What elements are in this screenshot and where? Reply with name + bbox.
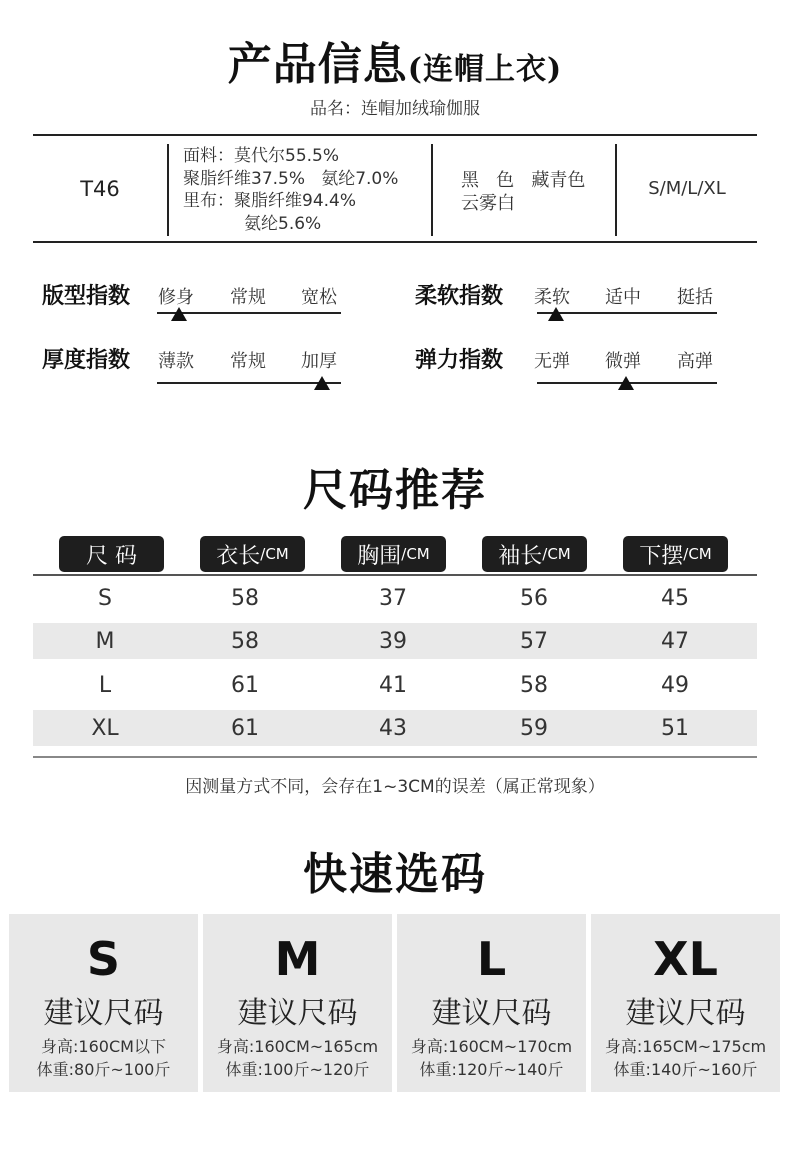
fabric-line: 聚脂纤维37.5% 氨纶7.0% [183,168,399,189]
index-option: 挺括 [677,287,713,308]
quick-size-title: 快速选码 [303,849,487,900]
product-code: T46 [80,176,120,201]
size-card-l [397,914,586,1092]
header-unit: /CM [260,545,289,563]
table-cell: 61 [231,672,259,698]
table-cell: 58 [231,628,259,654]
size-table-header [59,536,164,572]
table-cell: 45 [661,585,689,611]
table-cell: L [98,672,112,698]
size-table-header [341,536,446,572]
index-option: 适中 [605,287,641,308]
table-cell: S [98,585,112,611]
measurement-note: 因测量方式不同，会存在1~3CM的误差（属正常现象） [185,777,605,797]
index-option: 微弹 [605,351,641,372]
table-row [33,580,757,616]
table-cell: 51 [661,715,689,741]
table-cell: 49 [661,672,689,698]
product-info-title [0,28,790,92]
product-info-title-main: 产品信息 [227,39,408,90]
header-label: 胸围 [357,543,402,569]
product-info-table [33,134,757,243]
index-title: 柔软指数 [415,284,504,309]
table-cell: 41 [379,672,407,698]
index-option: 常规 [230,351,266,372]
table-divider [431,144,433,236]
fabric-line: 氨纶5.6% [244,213,322,234]
index-scale-line [537,312,717,314]
table-cell: 39 [379,628,407,654]
table-cell: 58 [520,672,548,698]
card-weight: 体重:140斤~160斤 [613,1060,758,1079]
color-line: 云雾白 [461,193,515,214]
index-title: 版型指数 [42,284,131,309]
size-table-header [200,536,305,572]
table-row [33,667,757,703]
card-height: 身高:160CM以下 [41,1037,166,1056]
size-recommend-title: 尺码推荐 [303,465,487,516]
index-marker-triangle-icon [314,376,330,390]
size-card-m [203,914,392,1092]
header-label: 袖长 [498,543,543,569]
card-size: XL [653,932,718,986]
fabric-line: 面料：莫代尔55.5% [183,146,340,166]
card-body-info [591,1035,780,1081]
index-option: 修身 [158,287,194,308]
table-cell: 57 [520,628,548,654]
card-size: M [274,932,321,986]
card-label: 建议尺码 [43,996,164,1031]
table-cell: 61 [231,715,259,741]
card-size: L [476,932,507,986]
table-cell: XL [91,715,119,741]
card-weight: 体重:120斤~140斤 [419,1060,564,1079]
card-body-info [397,1035,586,1081]
header-unit: /CM [683,545,712,563]
table-row [33,710,757,746]
index-option: 柔软 [534,287,570,308]
header-label: 衣长 [216,543,261,569]
table-top-border [33,574,757,576]
table-divider [167,144,169,236]
index-title: 厚度指数 [42,348,131,373]
index-option: 常规 [230,287,266,308]
card-label: 建议尺码 [625,996,746,1031]
index-marker-triangle-icon [548,307,564,321]
card-height: 身高:165CM~175cm [604,1037,767,1056]
size-table-header [482,536,587,572]
card-body-info [9,1035,198,1081]
card-label: 建议尺码 [431,996,552,1031]
index-marker-triangle-icon [618,376,634,390]
index-option: 宽松 [301,287,337,308]
index-option: 薄款 [158,351,194,372]
index-title: 弹力指数 [415,348,504,373]
header-unit: /CM [401,545,430,563]
header-label: 下摆 [639,543,684,569]
card-weight: 体重:100斤~120斤 [225,1060,370,1079]
size-card-xl [591,914,780,1092]
table-cell: 59 [520,715,548,741]
product-info-title-sub: (连帽上衣) [407,52,563,87]
card-label: 建议尺码 [237,996,358,1031]
index-option: 加厚 [301,351,337,372]
product-name: 品名：连帽加绒瑜伽服 [310,99,480,119]
index-option: 高弹 [677,351,713,372]
index-option: 无弹 [534,351,570,372]
card-weight: 体重:80斤~100斤 [36,1060,171,1079]
color-line: 黑 色 藏青色 [461,170,586,191]
card-height: 身高:160CM~170cm [410,1037,573,1056]
available-sizes: S/M/L/XL [648,178,726,199]
table-row [33,623,757,659]
card-height: 身高:160CM~165cm [216,1037,379,1056]
header-label: 尺 码 [86,543,137,569]
fabric-composition [183,145,398,235]
table-cell: 47 [661,628,689,654]
table-cell: 37 [379,585,407,611]
table-cell: 43 [379,715,407,741]
size-table-header [623,536,728,572]
table-cell: M [95,628,115,654]
header-unit: /CM [542,545,571,563]
index-marker-triangle-icon [171,307,187,321]
card-body-info [203,1035,392,1081]
color-options [461,169,585,215]
card-size: S [86,932,121,986]
table-bottom-border [33,756,757,758]
table-cell: 56 [520,585,548,611]
fabric-line: 里布：聚脂纤维94.4% [183,191,357,211]
table-cell: 58 [231,585,259,611]
size-card-s [9,914,198,1092]
